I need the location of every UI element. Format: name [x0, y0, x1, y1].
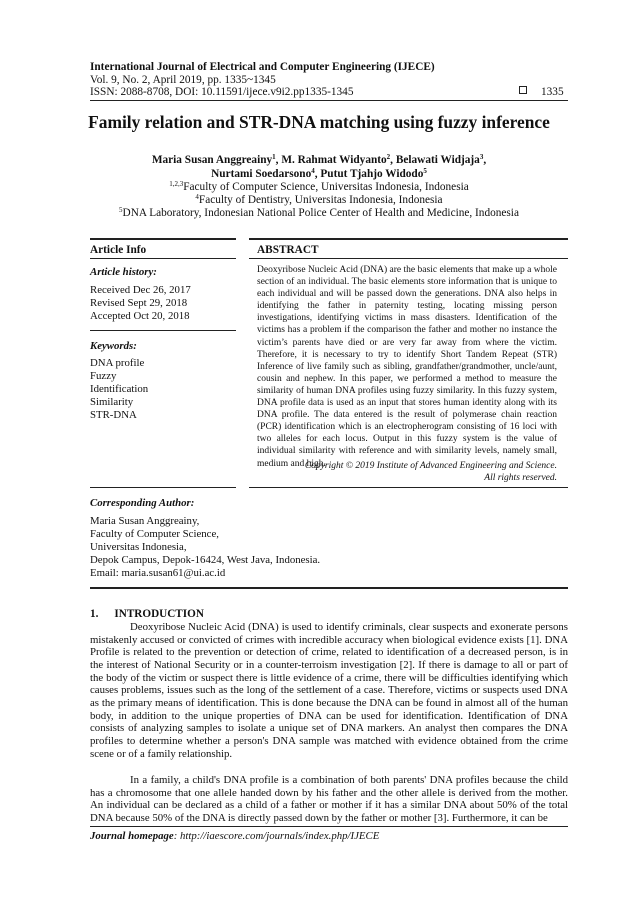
- corresponding-line: Maria Susan Anggreainy,: [90, 515, 200, 527]
- affiliation-2: [60, 194, 578, 207]
- affiliation-1-text: Faculty of Computer Science, Universitas Indonesia, Indonesia: [183, 181, 469, 193]
- affiliation-1-sup: 1,2,3: [169, 180, 184, 188]
- author-2-sup: 2: [386, 153, 391, 161]
- affiliation-1: [60, 181, 578, 194]
- article-info-bottom-rule: [90, 487, 236, 488]
- corresponding-heading: Corresponding Author:: [90, 497, 195, 509]
- author-4: Nurtami Soedarsono: [211, 168, 312, 180]
- abstract-top-rule: [249, 238, 568, 240]
- author-1: Maria Susan Anggreainy: [151, 154, 273, 166]
- homepage-label: Journal homepage: [90, 830, 174, 842]
- article-info-rule: [90, 258, 236, 259]
- corresponding-line: Depok Campus, Depok-16424, West Java, Indonesia.: [90, 554, 321, 566]
- section-title: INTRODUCTION: [114, 608, 204, 620]
- journal-issn: ISSN: 2088-8708, DOI: 10.11591/ijece.v9i2.pp1335-1345: [90, 86, 354, 98]
- affiliation-2-sup: 4: [195, 193, 199, 201]
- keyword-item: STR-DNA: [90, 409, 137, 421]
- header-rule: [90, 100, 568, 101]
- copyright-line-2: All rights reserved.: [484, 473, 557, 483]
- article-history-heading: Article history:: [90, 266, 157, 278]
- section-number: 1.: [90, 608, 99, 620]
- footer-rule: [90, 826, 568, 827]
- author-5-sup: 5: [423, 167, 427, 175]
- keyword-item: DNA profile: [90, 357, 145, 369]
- intro-paragraph-2: In a family, a child's DNA profile is a combination of both parents' DNA profiles because the child has a chromosome that one allele handed down by his father and the other allele is derived from the mother. An individual can be declared as a child of a father or mother if it has a similar DNA about 50% of the total DNA because 50% of the DNA is directly passed down by the father or mother [3]. Furthermore, it can be: [90, 774, 568, 824]
- paper-title: Family relation and STR-DNA matching using fuzzy inference: [88, 112, 550, 132]
- journal-name: International Journal of Electrical and Computer Engineering (IJECE): [90, 61, 435, 73]
- intro-paragraph-1: Deoxyribose Nucleic Acid (DNA) is used to identify criminals, clear suspects and exonerate persons mistakenly accused or convicted of crimes with incredible accuracy when biological evidence exists [1]. DNA Profile is related to the prevention or detection of crime, related to identification of a decreased person, is in the interest of National Security or in a counter-terroism investigation [2]. If there is damage to all or part of the body of the victim or suspect there is little evidence of a crime, there will be difficulties identifying which causes problems, issues such as the long of the settlement of a case. Therefore, victims or suspects used DNA as the primary means of identification. This is done because the DNA can be found in almost all of the human body, in addition to the unique properties of DNA can be used for identification. Identification of DNA consists of analyzing samples to isolate a unique set of DNA markers. An analyst then compares the DNA profiles to determine whether a person's DNA sample was matched with evidence obtained from the crime scene or of a family relationship.: [90, 621, 568, 760]
- corresponding-line: Universitas Indonesia,: [90, 541, 187, 553]
- abstract-rule: [249, 258, 568, 259]
- history-revised: Revised Sept 29, 2018: [90, 297, 188, 309]
- authors-line-1: [60, 154, 578, 167]
- author-sep: ,: [390, 154, 396, 166]
- homepage-colon: :: [173, 830, 180, 842]
- homepage-link[interactable]: http://iaescore.com/journals/index.php/IJECE: [179, 830, 380, 842]
- introduction-heading: [90, 608, 204, 620]
- abstract-text: Deoxyribose Nucleic Acid (DNA) are the basic elements that make up a whole section of an individual. The basic elements store information that is unique to each individual and will be passed down the generations. DNA also helps in identifying the father in paternity testing, locating missing person investigations, identifying victims in mass disasters. Identification of the victims has a problem if the comparison the father and mother no instance the victim’s parents have died or are very far away from where the victim. Therefore, it is necessary to try to identify Short Tandem Repeat (STR) Inference of live family such as sibling, grandfather/grandmother, uncle/aunt, cousin and nephew. In this paper, we performed a method to measure the similarity of human DNA profiles using fuzzy similarity. In this fuzzy system, DNA profile data is used as an input that stores human identity along with its DNA profile. The data entered is the result of polymerase chain reaction (PCR) identification which is an electropherogram consisting of 16 loci with two alleles for each locus. Output in this fuzzy system is the value of individual similarity with reference and with similarity levels, namely small, medium and high.: [257, 265, 557, 469]
- article-info-heading: Article Info: [90, 244, 147, 256]
- keyword-item: Identification: [90, 383, 149, 395]
- copyright-line-1: Copyright © 2019 Institute of Advanced Engineering and Science.: [304, 461, 557, 471]
- authors-line-2: [60, 168, 578, 181]
- affiliation-2-text: Faculty of Dentistry, Universitas Indonesia, Indonesia: [198, 194, 443, 206]
- journal-homepage: [90, 830, 379, 842]
- copyright: [257, 460, 557, 484]
- corresponding-rule: [90, 587, 568, 589]
- author-3-sup: 3: [479, 153, 484, 161]
- author-sep: ,: [275, 154, 282, 166]
- history-received: Received Dec 26, 2017: [90, 284, 191, 296]
- history-accepted: Accepted Oct 20, 2018: [90, 310, 190, 322]
- abstract-heading: ABSTRACT: [257, 244, 319, 256]
- checkbox-square-icon: [519, 86, 527, 94]
- author-1-sup: 1: [272, 153, 276, 161]
- journal-volume: Vol. 9, No. 2, April 2019, pp. 1335~1345: [90, 74, 276, 86]
- abstract-bottom-rule: [249, 487, 568, 488]
- corresponding-line: Faculty of Computer Science,: [90, 528, 219, 540]
- keyword-item: Similarity: [90, 396, 134, 408]
- author-sep: ,: [483, 154, 487, 166]
- affiliation-3-text: DNA Laboratory, Indonesian National Police Center of Health and Medicine, Indonesia: [122, 207, 519, 219]
- author-5: Putut Tjahjo Widodo: [320, 168, 424, 180]
- affiliation-3: [60, 207, 578, 220]
- keywords-heading: Keywords:: [90, 340, 137, 352]
- article-info-top-rule: [90, 238, 236, 240]
- affiliation-3-sup: 5: [119, 206, 123, 214]
- author-3: Belawati Widjaja: [395, 154, 480, 166]
- author-sep: ,: [314, 168, 321, 180]
- author-2: M. Rahmat Widyanto: [281, 154, 387, 166]
- corresponding-email: Email: maria.susan61@ui.ac.id: [90, 567, 226, 579]
- author-4-sup: 4: [311, 167, 315, 175]
- page-number: 1335: [541, 86, 564, 98]
- keyword-item: Fuzzy: [90, 370, 117, 382]
- history-rule: [90, 330, 236, 331]
